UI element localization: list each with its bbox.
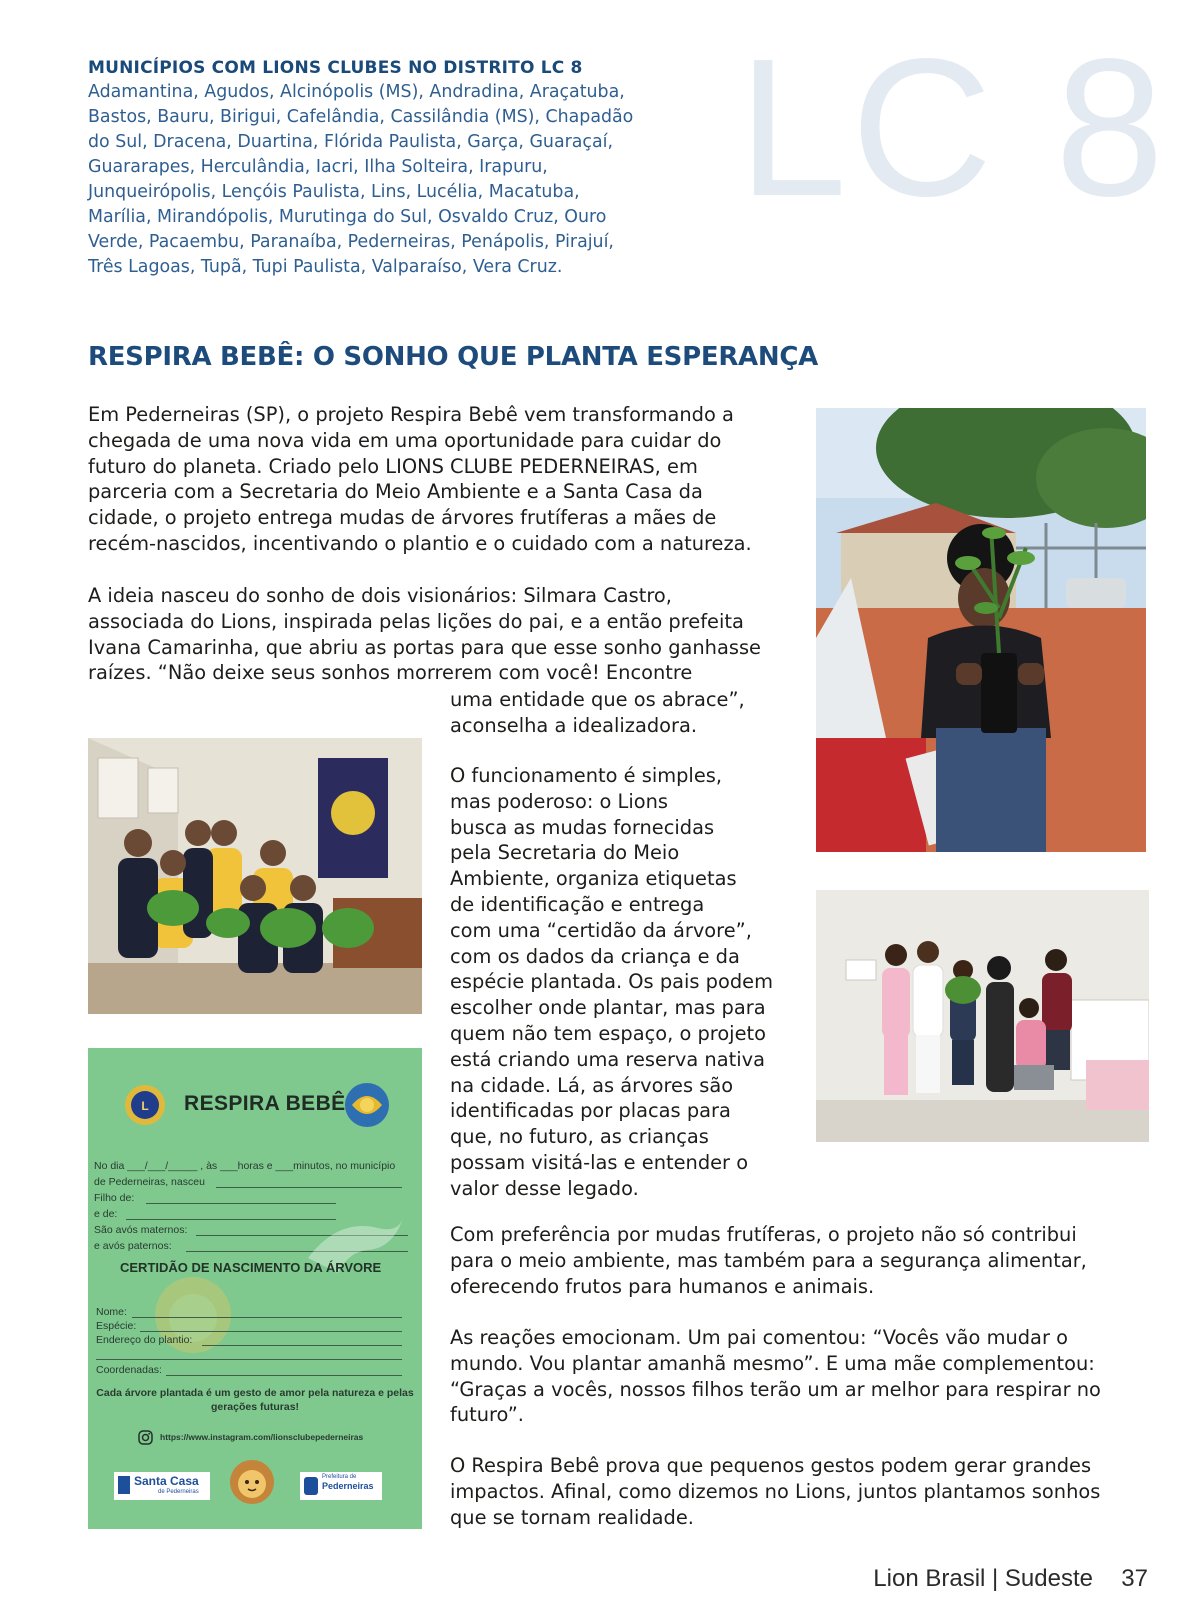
municipalities-line: Bastos, Bauru, Birigui, Cafelândia, Cassilândia (MS), Chapadão: [88, 107, 634, 127]
lions-logo-icon: [124, 1084, 166, 1126]
paragraph-idea-continued: [450, 687, 745, 739]
text-line: “Graças a vocês, nossos filhos terão um ar melhor para respirar no: [450, 1377, 1101, 1401]
text-line: com uma “certidão da árvore”,: [450, 918, 752, 942]
text-line: O funcionamento é simples,: [450, 764, 723, 787]
svg-text:L: L: [141, 1099, 149, 1113]
page-number: 37: [1121, 1565, 1148, 1592]
paragraph-fruit-trees: [450, 1222, 1087, 1299]
text-line: aconselha a idealizadora.: [450, 713, 698, 737]
certificate-field-label: Nome:: [96, 1306, 127, 1318]
text-line: valor desse legado.: [450, 1176, 639, 1200]
certificate-line: Filho de:: [94, 1192, 135, 1204]
certificate-line: No dia ___/___/_____ , às ___horas e ___minutos, no município: [94, 1160, 396, 1172]
certificate-quote: Cada árvore plantada é um gesto de amor pela natureza e pelas gerações futuras!: [96, 1387, 414, 1413]
text-line: Com preferência por mudas frutíferas, o projeto não só contribui: [450, 1223, 1077, 1246]
text-line: parceria com a Secretaria do Meio Ambiente e a Santa Casa da: [88, 480, 703, 504]
certificate-field-label: Coordenadas:: [96, 1364, 162, 1376]
municipalities-line: Junqueirópolis, Lençóis Paulista, Lins, Lucélia, Macatuba,: [88, 182, 580, 202]
municipalities-list: [88, 80, 698, 280]
paragraph-how-it-works: [450, 763, 773, 1202]
text-line: Ivana Camarinha, que abriu as portas para que esse sonho ganhasse: [88, 635, 761, 659]
text-line: escolher onde plantar, mas para: [450, 996, 766, 1020]
instagram-icon: [138, 1430, 153, 1445]
text-line: mas poderoso: o Lions: [450, 789, 668, 813]
text-line: oferecendo frutos para humanos e animais.: [450, 1274, 875, 1298]
instagram-link[interactable]: https://www.instagram.com/lionsclubepederneiras: [160, 1432, 364, 1442]
text-line: futuro”.: [450, 1403, 524, 1427]
text-line: futuro do planeta. Criado pelo LIONS CLUBE PEDERNEIRAS, em: [88, 454, 698, 478]
photo-hospital-delivery: [816, 890, 1149, 1142]
text-line: com os dados da criança e da: [450, 944, 740, 968]
lion-mascot-icon: [228, 1458, 276, 1506]
text-line: cidade, o projeto entrega mudas de árvores frutíferas a mães de: [88, 506, 717, 530]
paragraph-idea: [88, 583, 761, 686]
text-line: mundo. Vou plantar amanhã mesmo”. E uma mãe complementou:: [450, 1351, 1095, 1375]
publication-footer: Lion Brasil | Sudeste: [873, 1565, 1093, 1592]
photo-woman-with-seedling: [816, 408, 1146, 852]
article-title: RESPIRA BEBÊ: O SONHO QUE PLANTA ESPERANÇA: [88, 342, 818, 372]
certificate-line: de Pederneiras, nasceu: [94, 1176, 205, 1188]
text-line: recém-nascidos, incentivando o plantio e o cuidado com a natureza.: [88, 531, 752, 555]
certificate-subtitle: CERTIDÃO DE NASCIMENTO DA ÁRVORE: [120, 1260, 382, 1275]
text-line: Ambiente, organiza etiquetas: [450, 867, 737, 891]
text-line: quem não tem espaço, o projeto: [450, 1021, 766, 1045]
paragraph-conclusion: [450, 1453, 1100, 1530]
text-line: identificadas por placas para: [450, 1099, 731, 1123]
text-line: uma entidade que os abrace”,: [450, 688, 745, 711]
municipalities-heading: MUNICÍPIOS COM LIONS CLUBES NO DISTRITO LC 8: [88, 58, 583, 78]
certificate-line: São avós maternos:: [94, 1224, 188, 1236]
municipalities-line: Verde, Pacaembu, Paranaíba, Pederneiras, Penápolis, Pirajuí,: [88, 232, 614, 252]
photo-hospital-graphic: [816, 890, 1149, 1142]
text-line: pela Secretaria do Meio: [450, 841, 680, 865]
municipalities-line: Adamantina, Agudos, Alcinópolis (MS), Andradina, Araçatuba,: [88, 82, 625, 102]
municipalities-line: do Sul, Dracena, Duartina, Flórida Paulista, Garça, Guaraçaí,: [88, 132, 613, 152]
text-line: busca as mudas fornecidas: [450, 815, 715, 839]
stork-illustration-icon: [298, 1188, 408, 1298]
tree-birth-certificate: [88, 1048, 422, 1529]
text-line: impactos. Afinal, como dizemos no Lions, juntos plantamos sonhos: [450, 1479, 1101, 1503]
certificate-line: e avós paternos:: [94, 1240, 172, 1252]
text-line: de identificação e entrega: [450, 892, 705, 916]
text-line: O Respira Bebê prova que pequenos gestos podem gerar grandes: [450, 1454, 1092, 1477]
lc8-watermark: LC 8: [738, 18, 1169, 237]
text-line: na cidade. Lá, as árvores são: [450, 1073, 734, 1097]
text-line: raízes. “Não deixe seus sonhos morrerem com você! Encontre: [88, 661, 693, 685]
text-line: que, no futuro, as crianças: [450, 1125, 709, 1149]
paragraph-intro: [88, 402, 752, 557]
photo-group-graphic: [88, 738, 422, 1014]
text-line: chegada de uma nova vida em uma oportunidade para cuidar do: [88, 428, 722, 452]
certificate-field-label: Espécie:: [96, 1320, 137, 1332]
text-line: está criando uma reserva nativa: [450, 1047, 765, 1071]
municipalities-line: Guararapes, Herculândia, Iacri, Ilha Solteira, Irapuru,: [88, 157, 548, 177]
certificate-title: RESPIRA BEBÊ: [184, 1092, 346, 1115]
municipalities-line: Marília, Mirandópolis, Murutinga do Sul, Osvaldo Cruz, Ouro: [88, 207, 607, 227]
certificate-field-label: Endereço do plantio:: [96, 1334, 193, 1346]
certificate-line: e de:: [94, 1208, 118, 1220]
lions-globe-logo-icon: [344, 1082, 390, 1128]
text-line: associada do Lions, inspirada pelas lições do pai, e a então prefeita: [88, 609, 744, 633]
prefeitura-logo: Prefeitura de Pederneiras: [300, 1472, 382, 1500]
text-line: A ideia nasceu do sonho de dois visionários: Silmara Castro,: [88, 584, 672, 607]
text-line: espécie plantada. Os pais podem: [450, 970, 773, 994]
photo-group-with-plants: [88, 738, 422, 1014]
text-line: As reações emocionam. Um pai comentou: “Vocês vão mudar o: [450, 1326, 1068, 1349]
text-line: Em Pederneiras (SP), o projeto Respira Bebê vem transformando a: [88, 403, 734, 426]
paragraph-reactions: [450, 1325, 1101, 1428]
lion-cub-watermark-icon: [148, 1270, 238, 1360]
photo-woman-graphic: [816, 408, 1146, 852]
text-line: para o meio ambiente, mas também para a segurança alimentar,: [450, 1248, 1087, 1272]
santa-casa-logo: Santa Casa de Pederneiras: [114, 1472, 210, 1500]
text-line: que se tornam realidade.: [450, 1505, 694, 1529]
municipalities-line: Três Lagoas, Tupã, Tupi Paulista, Valparaíso, Vera Cruz.: [88, 257, 563, 277]
text-line: possam visitá-las e entender o: [450, 1150, 749, 1174]
